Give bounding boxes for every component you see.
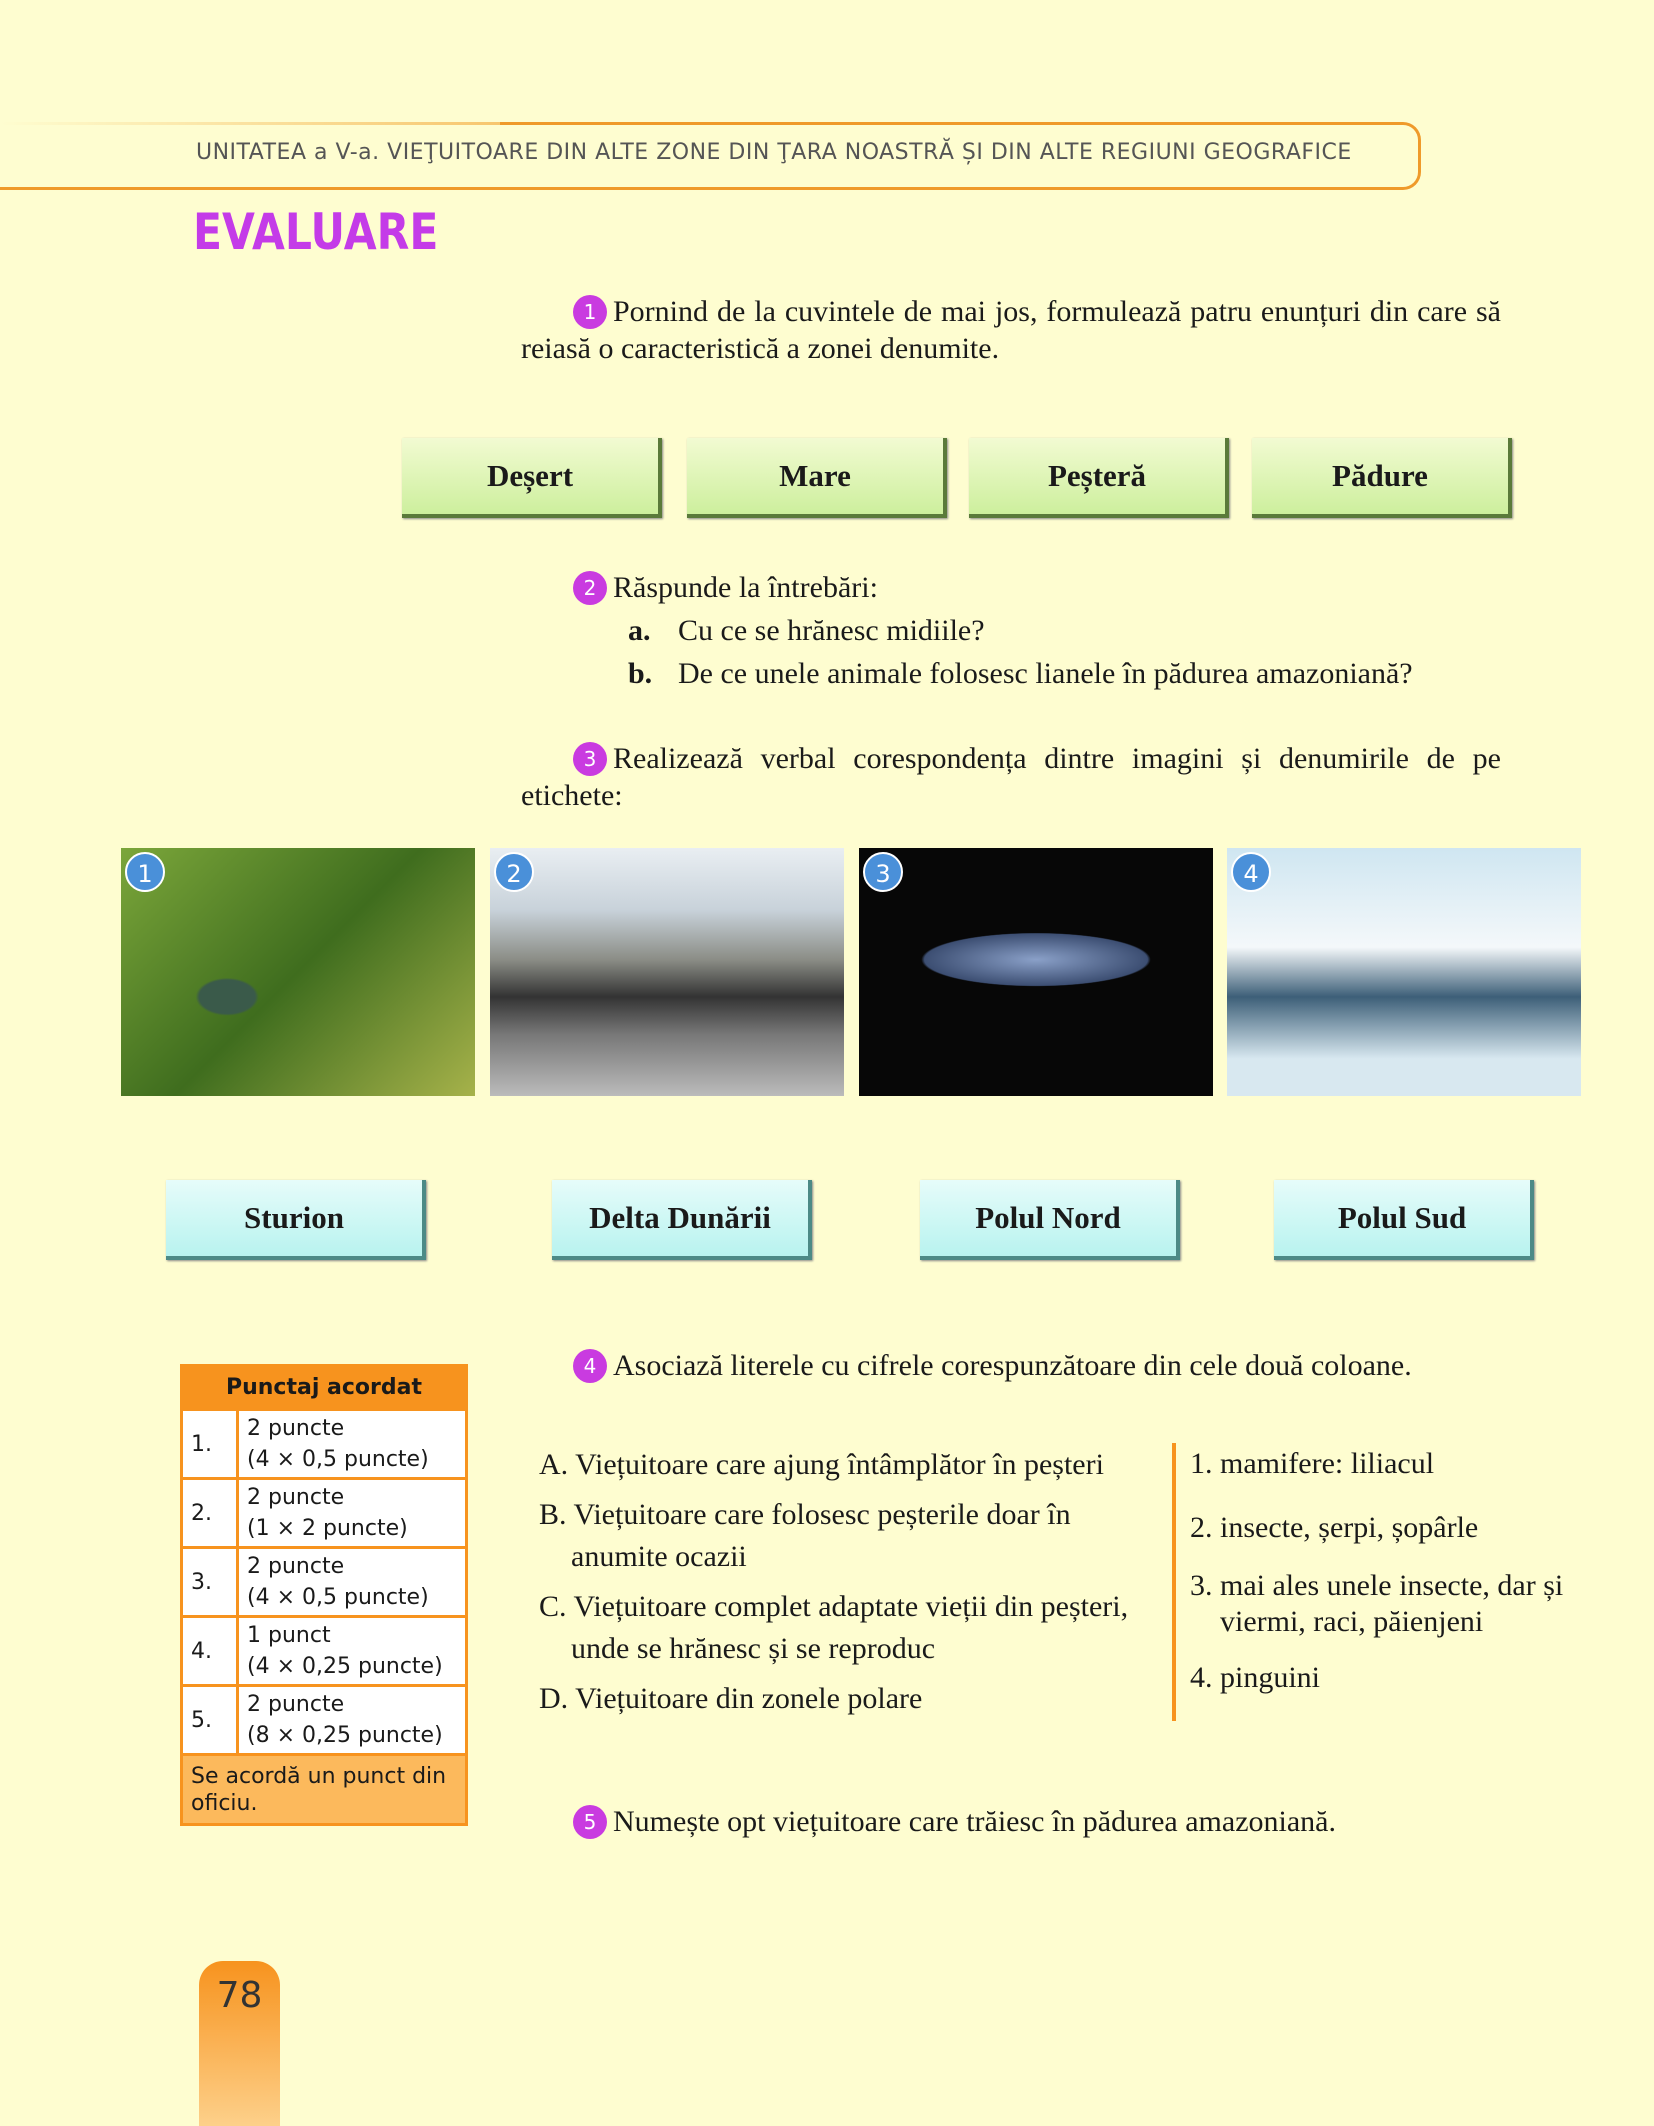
score-table-title: Punctaj acordat bbox=[182, 1366, 467, 1410]
row-points bbox=[238, 1617, 467, 1686]
question-1 bbox=[521, 293, 1501, 367]
points: 2 puncte bbox=[247, 1416, 345, 1441]
question-text: Asociază literele cu cifrele corespunzătoare din cele două coloane. bbox=[613, 1349, 1412, 1382]
row-number: 3. bbox=[182, 1548, 238, 1617]
item-text: Cu ce se hrănesc midiile? bbox=[678, 614, 985, 647]
item-text: De ce unele animale folosesc lianele în pădurea amazoniană? bbox=[678, 657, 1413, 690]
points: 2 puncte bbox=[247, 1692, 345, 1717]
points-detail: (1 × 2 puncte) bbox=[247, 1516, 408, 1541]
points: 2 puncte bbox=[247, 1554, 345, 1579]
question-number: 1 bbox=[573, 295, 607, 329]
item-letter: a. bbox=[628, 614, 651, 647]
row-number: 4. bbox=[182, 1617, 238, 1686]
photo-delta bbox=[121, 848, 475, 1096]
label-sturion: Sturion bbox=[166, 1180, 426, 1260]
question-5 bbox=[573, 1803, 1336, 1840]
right-item: 2. insecte, șerpi, șopârle bbox=[1190, 1511, 1479, 1544]
right-item: 4. pinguini bbox=[1190, 1661, 1321, 1694]
question-number: 5 bbox=[573, 1805, 607, 1839]
photo-polar-bears bbox=[1227, 848, 1581, 1096]
image-number-badge: 2 bbox=[494, 852, 534, 892]
word-label-desert: Deșert bbox=[402, 438, 662, 518]
row-points bbox=[238, 1686, 467, 1755]
row-number: 1. bbox=[182, 1410, 238, 1479]
question-number: 2 bbox=[573, 571, 607, 605]
points-detail: (4 × 0,5 puncte) bbox=[247, 1447, 429, 1472]
points-detail: (4 × 0,25 puncte) bbox=[247, 1654, 443, 1679]
left-item: C. Viețuitoare complet adaptate vieții din peșteri, unde se hrănesc și se reproduc bbox=[539, 1590, 1129, 1665]
item-letter: b. bbox=[628, 657, 653, 690]
question-number: 3 bbox=[573, 742, 607, 776]
question-text: Răspunde la întrebări: bbox=[613, 571, 878, 604]
image-number-badge: 3 bbox=[863, 852, 903, 892]
left-item: D. Viețuitoare din zonele polare bbox=[539, 1682, 923, 1715]
page-number: 78 bbox=[216, 1975, 263, 2016]
label-delta-dunarii: Delta Dunării bbox=[552, 1180, 812, 1260]
unit-title: UNITATEA a V-a. VIEŢUITOARE DIN ALTE ZONE DIN ŢARA NOASTRĂ ȘI DIN ALTE REGIUNI GEOGRAFICE bbox=[196, 140, 1352, 165]
row-points bbox=[238, 1548, 467, 1617]
label-polul-sud: Polul Sud bbox=[1274, 1180, 1534, 1260]
question-text: Pornind de la cuvintele de mai jos, formulează patru enunțuri din care să reiasă o caracteristică a zonei denumite. bbox=[521, 295, 1501, 365]
right-item: 1. mamifere: liliacul bbox=[1190, 1447, 1435, 1480]
score-table bbox=[180, 1364, 468, 1826]
points: 1 punct bbox=[247, 1623, 331, 1648]
row-number: 5. bbox=[182, 1686, 238, 1755]
row-number: 2. bbox=[182, 1479, 238, 1548]
left-item: B. Viețuitoare care folosesc peșterile doar în anumite ocazii bbox=[539, 1498, 1071, 1573]
right-column bbox=[1190, 1444, 1570, 1698]
question-3 bbox=[521, 740, 1501, 814]
points-detail: (4 × 0,5 puncte) bbox=[247, 1585, 429, 1610]
points-detail: (8 × 0,25 puncte) bbox=[247, 1723, 443, 1748]
photo-sturgeon bbox=[859, 848, 1213, 1096]
image-number-badge: 4 bbox=[1231, 852, 1271, 892]
column-divider bbox=[1172, 1443, 1176, 1721]
question-number: 4 bbox=[573, 1349, 607, 1383]
question-text: Numește opt viețuitoare care trăiesc în pădurea amazoniană. bbox=[613, 1805, 1336, 1838]
image-number-badge: 1 bbox=[125, 852, 165, 892]
question-2b bbox=[628, 655, 1413, 692]
label-polul-nord: Polul Nord bbox=[920, 1180, 1180, 1260]
word-label-padure: Pădure bbox=[1252, 438, 1512, 518]
word-label-mare: Mare bbox=[687, 438, 947, 518]
right-item: 3. mai ales unele insecte, dar și viermi, raci, păienjeni bbox=[1190, 1569, 1564, 1638]
points: 2 puncte bbox=[247, 1485, 345, 1510]
row-points bbox=[238, 1479, 467, 1548]
question-text: Realizează verbal corespondența dintre imagini și denumirile de pe etichete: bbox=[521, 742, 1501, 812]
page-number-tab bbox=[199, 1961, 280, 2126]
left-column bbox=[539, 1444, 1164, 1720]
left-item: A. Viețuitoare care ajung întâmplător în peșteri bbox=[539, 1448, 1104, 1481]
question-2 bbox=[573, 569, 878, 606]
photo-penguins bbox=[490, 848, 844, 1096]
word-label-pestera: Peșteră bbox=[969, 438, 1229, 518]
row-points bbox=[238, 1410, 467, 1479]
page-title: EVALUARE bbox=[193, 203, 439, 261]
question-4 bbox=[573, 1347, 1412, 1384]
question-2a bbox=[628, 612, 985, 649]
score-footer: Se acordă un punct din oficiu. bbox=[182, 1755, 467, 1825]
